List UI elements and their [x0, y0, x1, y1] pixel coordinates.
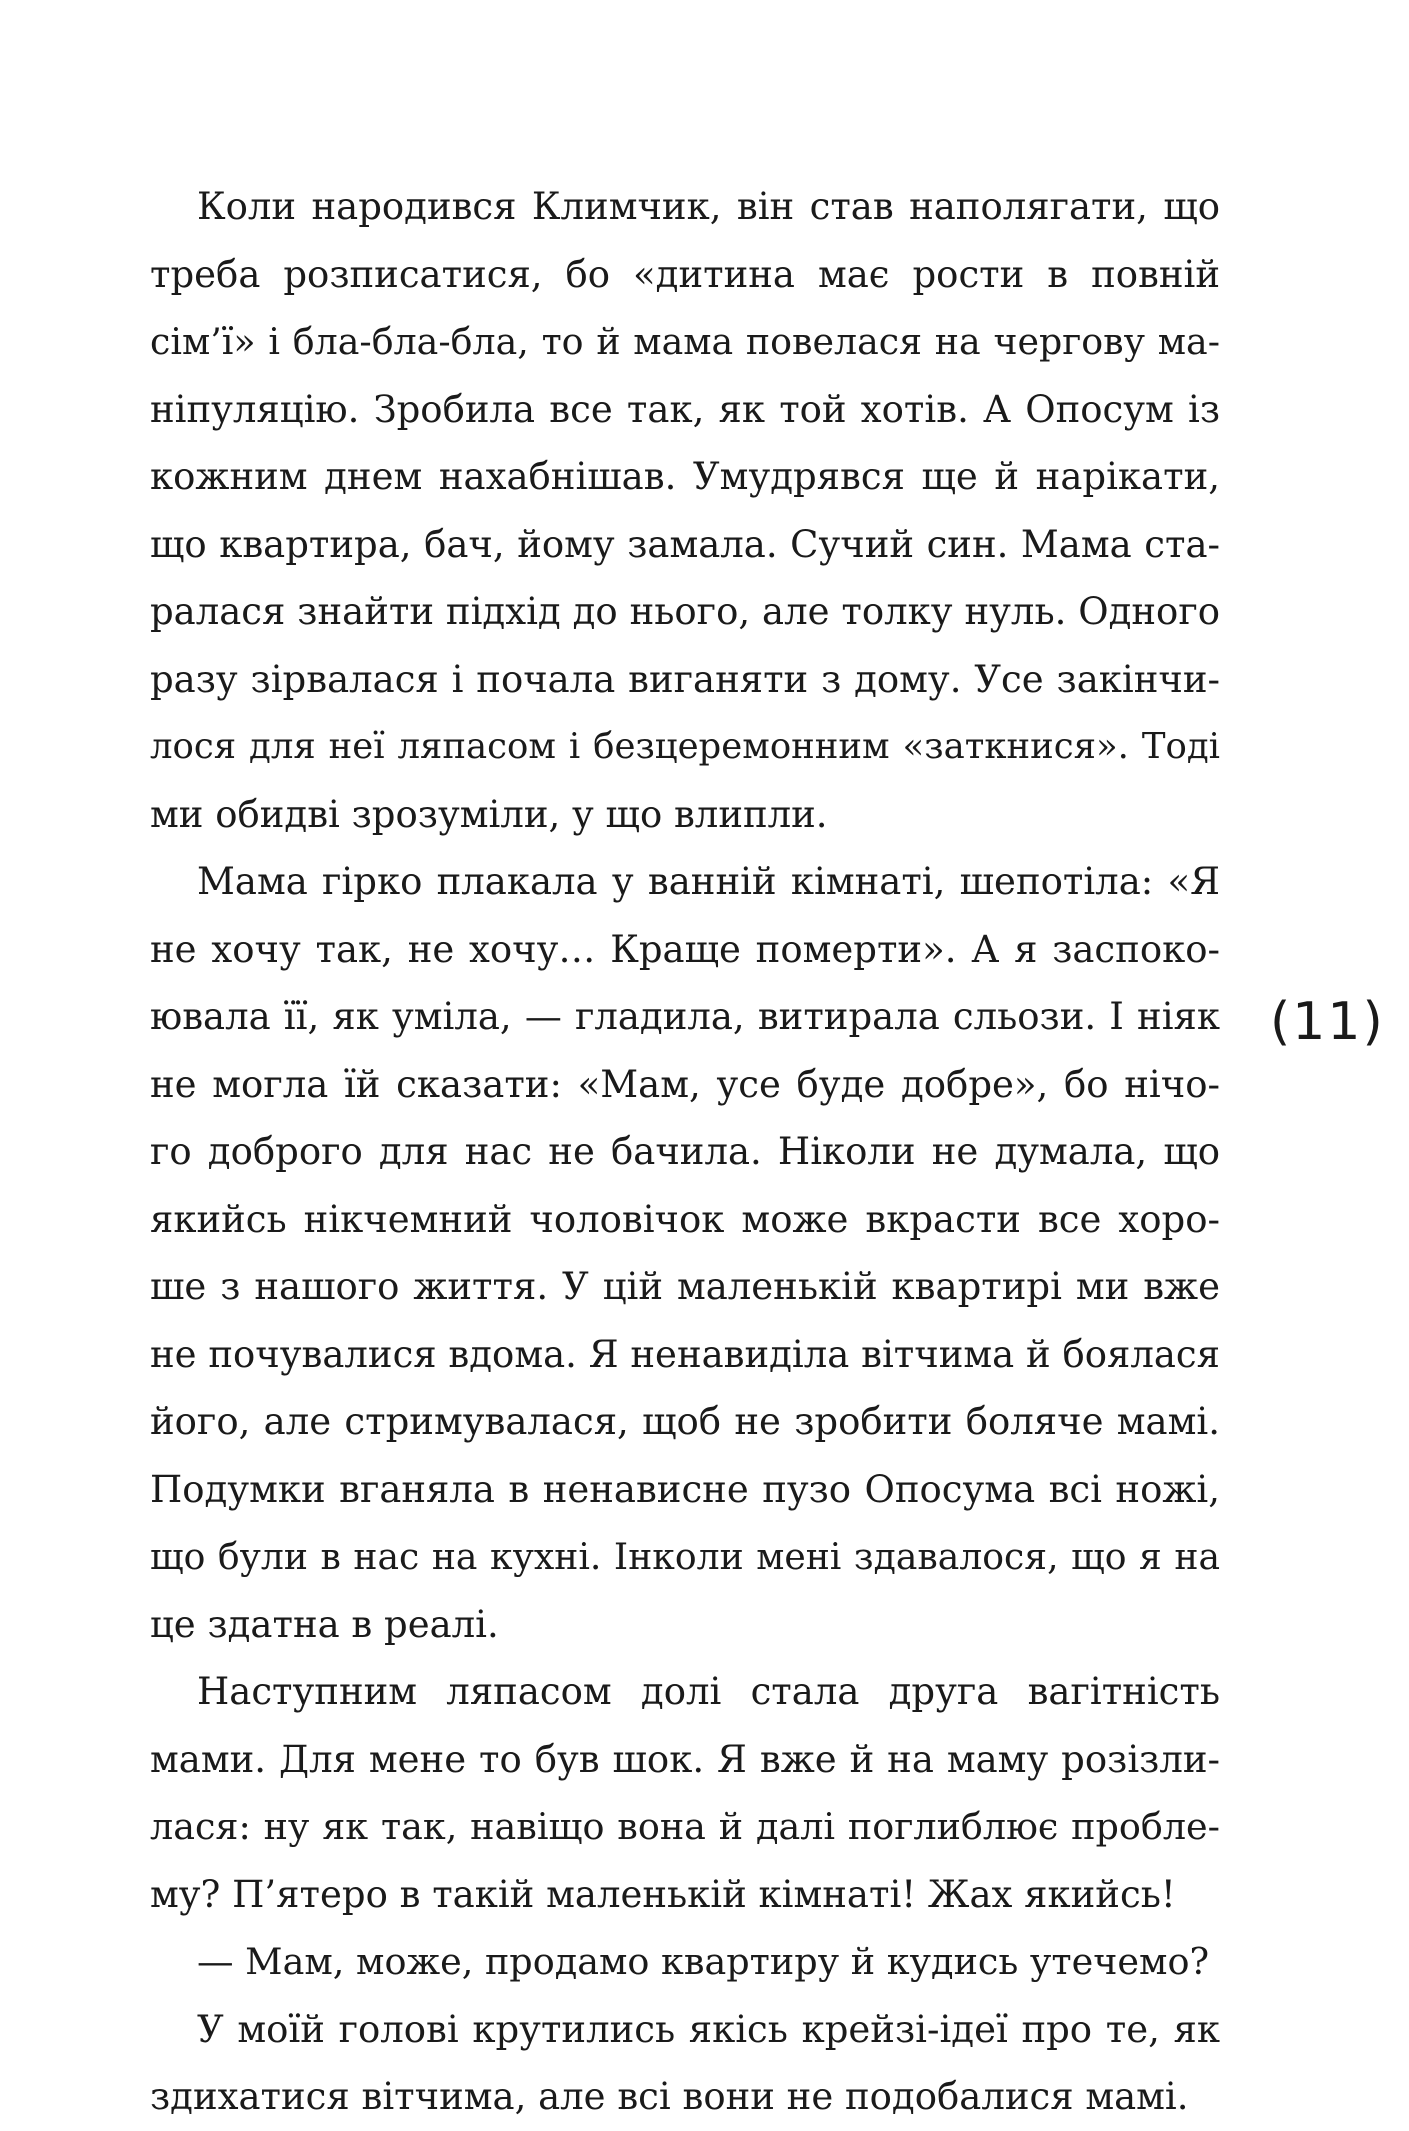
text-line: ми обидві зрозуміли, у що влипли.: [150, 792, 828, 836]
text-line: мами. Для мене то був шок. Я вже й на маму розізли-: [150, 1737, 1220, 1781]
text-line: ше з нашого життя. У цій маленькій квартирі ми вже: [150, 1265, 1220, 1308]
text-line: не почувалися вдома. Я ненавиділа вітчима й боялася: [150, 1332, 1220, 1376]
text-line: разу зірвалася і почала виганяти з дому. Усе закінчи-: [150, 657, 1220, 701]
text-line: лося для неї ляпасом і безцеремонним «заткнися». Тоді: [150, 726, 1220, 767]
text-line: Мама гірко плакала у ванній кімнаті, шепотіла: «Я: [197, 860, 1220, 903]
text-line: лася: ну як так, навіщо вона й далі поглиблює пробле-: [150, 1805, 1220, 1848]
text-line: не хочу так, не хочу… Краще померти». А я заспоко-: [150, 927, 1220, 971]
text-line: го доброго для нас не бачила. Ніколи не думала, що: [150, 1130, 1220, 1173]
page-number: (11): [1270, 992, 1385, 1052]
text-line: — Мам, може, продамо квартиру й кудись утечемо?: [197, 1940, 1210, 1983]
text-line: його, але стримувалася, щоб не зробити боляче мамі.: [150, 1400, 1220, 1443]
text-line: Коли народився Климчик, він став наполягати, що: [197, 185, 1220, 228]
text-line: треба розписатися, бо «дитина має рости в повній: [150, 252, 1220, 296]
text-line: му? П’ятеро в такій маленькій кімнаті! Жах якийсь!: [150, 1872, 1176, 1916]
text-line: У моїй голові крутились якісь крейзі-ідеї про те, як: [197, 2007, 1220, 2051]
text-line: Наступним ляпасом долі стала друга вагітність: [197, 1670, 1220, 1713]
text-line: не могла їй сказати: «Мам, усе буде добре», бо нічо-: [150, 1062, 1220, 1106]
text-line: ювала її, як уміла, — гладила, витирала сльози. І ніяк: [150, 995, 1220, 1038]
text-line: якийсь нікчемний чоловічок може вкрасти все хоро-: [150, 1197, 1220, 1241]
text-line: ралася знайти підхід до нього, але толку нуль. Одного: [150, 590, 1220, 633]
text-line: кожним днем нахабнішав. Умудрявся ще й нарікати,: [150, 455, 1220, 498]
text-line: що квартира, бач, йому замала. Сучий син. Мама ста-: [150, 522, 1220, 566]
text-line: це здатна в реалі.: [150, 1602, 499, 1646]
body-text: [150, 173, 1220, 2131]
text-line: сім’ї» і бла-бла-бла, то й мама повелася на чергову ма-: [150, 320, 1220, 363]
text-line: Подумки вганяла в ненависне пузо Опосума всі ножі,: [150, 1467, 1220, 1511]
text-line: ніпуляцію. Зробила все так, як той хотів. А Опосум із: [150, 387, 1220, 431]
text-line: здихатися вітчима, але всі вони не подобалися мамі.: [150, 2075, 1189, 2118]
text-line: що були в нас на кухні. Інколи мені здавалося, що я на: [150, 1535, 1220, 1578]
